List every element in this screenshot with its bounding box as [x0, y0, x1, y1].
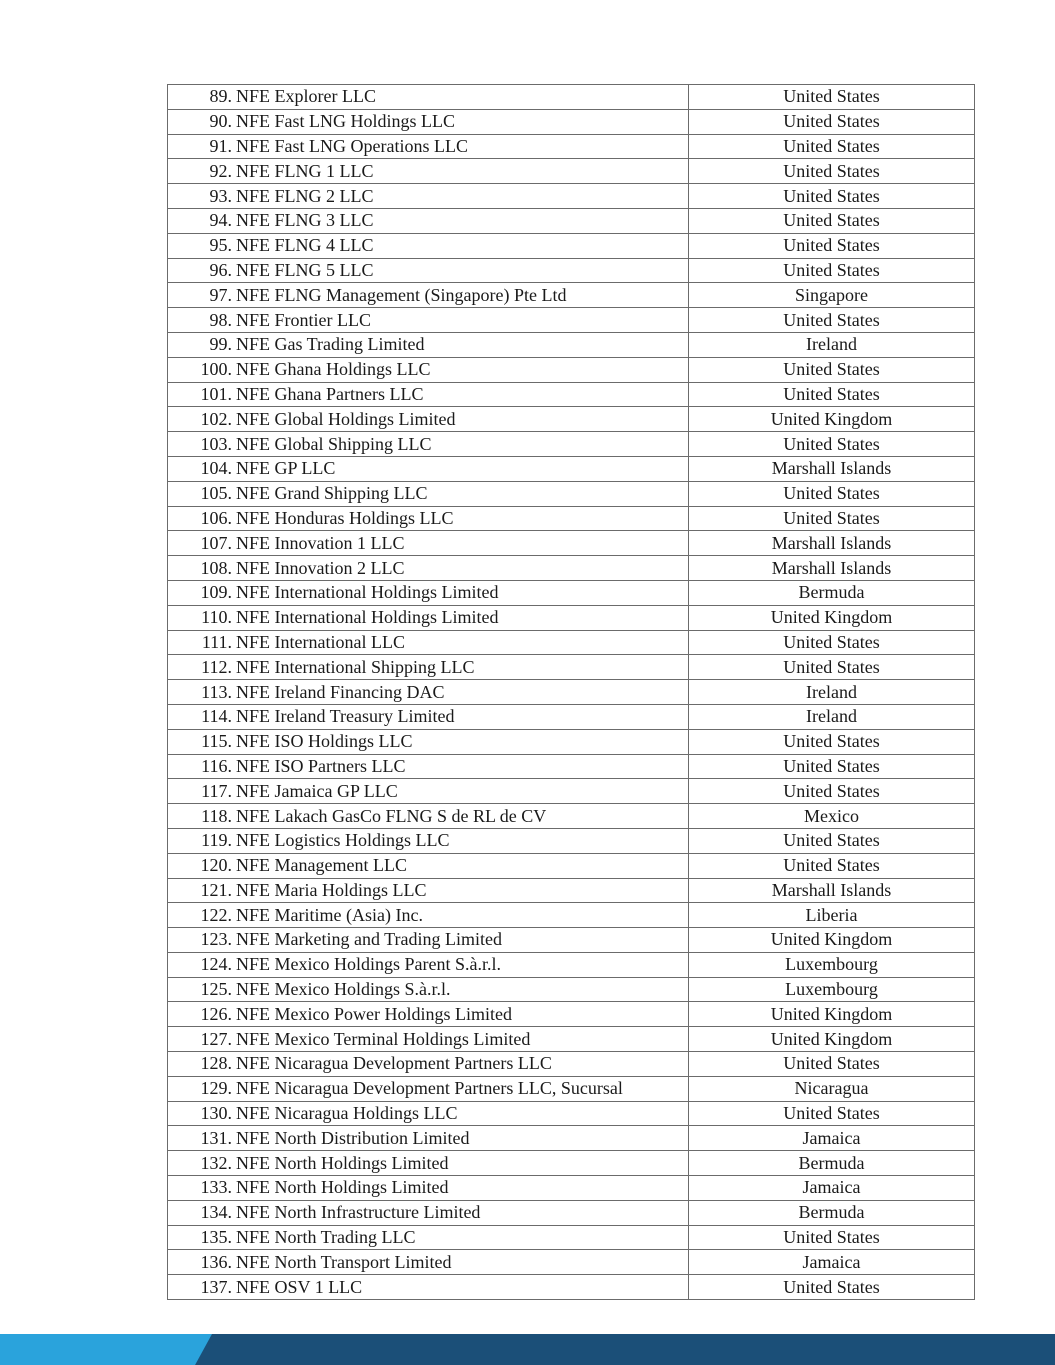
table-row	[168, 506, 975, 531]
jurisdiction-cell: United States	[689, 134, 975, 159]
entity-name: NFE FLNG 1 LLC	[236, 160, 374, 181]
table-row	[168, 258, 975, 283]
jurisdiction-cell: Ireland	[689, 680, 975, 705]
entity-cell	[168, 283, 689, 308]
row-number: 130.	[200, 1103, 232, 1124]
entity-cell	[168, 1275, 689, 1300]
table-row	[168, 1225, 975, 1250]
table-row	[168, 407, 975, 432]
table-row	[168, 233, 975, 258]
row-number: 101.	[200, 383, 232, 404]
row-number: 132.	[200, 1152, 232, 1173]
jurisdiction-cell: United Kingdom	[689, 605, 975, 630]
entity-cell	[168, 531, 689, 556]
entity-name: NFE International Holdings Limited	[236, 607, 499, 628]
jurisdiction-cell: United States	[689, 258, 975, 283]
entity-name: NFE Ghana Partners LLC	[236, 383, 424, 404]
entity-cell	[168, 357, 689, 382]
jurisdiction-cell: United States	[689, 1052, 975, 1077]
entity-cell	[168, 1225, 689, 1250]
row-number: 99.	[209, 334, 232, 355]
row-number: 122.	[200, 904, 232, 925]
entity-name: NFE FLNG 5 LLC	[236, 259, 374, 280]
entity-cell	[168, 853, 689, 878]
entity-cell	[168, 506, 689, 531]
table-row	[168, 556, 975, 581]
table-row	[168, 382, 975, 407]
row-number: 120.	[200, 855, 232, 876]
entity-cell	[168, 878, 689, 903]
row-number: 124.	[200, 954, 232, 975]
entity-cell	[168, 208, 689, 233]
jurisdiction-cell: United States	[689, 506, 975, 531]
row-number: 98.	[209, 309, 232, 330]
entity-name: NFE Logistics Holdings LLC	[236, 830, 450, 851]
table-row	[168, 605, 975, 630]
entity-name: NFE Jamaica GP LLC	[236, 780, 398, 801]
row-number: 103.	[200, 433, 232, 454]
entity-cell	[168, 655, 689, 680]
table-row	[168, 828, 975, 853]
table-row	[168, 704, 975, 729]
entity-name: NFE Fast LNG Operations LLC	[236, 135, 468, 156]
entity-name: NFE FLNG 2 LLC	[236, 185, 374, 206]
row-number: 108.	[200, 557, 232, 578]
jurisdiction-cell: United States	[689, 729, 975, 754]
row-number: 102.	[200, 408, 232, 429]
table-row	[168, 729, 975, 754]
table-row	[168, 85, 975, 110]
entity-cell	[168, 159, 689, 184]
entity-name: NFE Nicaragua Development Partners LLC	[236, 1053, 552, 1074]
table-row	[168, 655, 975, 680]
entity-name: NFE Maria Holdings LLC	[236, 879, 427, 900]
jurisdiction-cell: United States	[689, 630, 975, 655]
entity-cell	[168, 556, 689, 581]
entity-cell	[168, 729, 689, 754]
entity-name: NFE Global Holdings Limited	[236, 408, 456, 429]
jurisdiction-cell: United States	[689, 754, 975, 779]
jurisdiction-cell: Marshall Islands	[689, 878, 975, 903]
table-row	[168, 308, 975, 333]
entity-cell	[168, 680, 689, 705]
jurisdiction-cell: United Kingdom	[689, 928, 975, 953]
entity-cell	[168, 481, 689, 506]
entity-cell	[168, 977, 689, 1002]
entity-name: NFE North Holdings Limited	[236, 1177, 449, 1198]
jurisdiction-cell: Nicaragua	[689, 1076, 975, 1101]
jurisdiction-cell: Jamaica	[689, 1250, 975, 1275]
table-row	[168, 134, 975, 159]
entity-name: NFE North Trading LLC	[236, 1227, 416, 1248]
row-number: 137.	[200, 1276, 232, 1297]
jurisdiction-cell: Luxembourg	[689, 977, 975, 1002]
entity-name: NFE ISO Holdings LLC	[236, 731, 413, 752]
entity-cell	[168, 928, 689, 953]
jurisdiction-cell: Mexico	[689, 804, 975, 829]
row-number: 89.	[209, 86, 232, 107]
jurisdiction-cell: Liberia	[689, 903, 975, 928]
entity-cell	[168, 1126, 689, 1151]
entity-cell	[168, 1002, 689, 1027]
table-row	[168, 1275, 975, 1300]
entity-name: NFE Gas Trading Limited	[236, 334, 425, 355]
row-number: 95.	[209, 235, 232, 256]
entity-cell	[168, 308, 689, 333]
entity-name: NFE North Infrastructure Limited	[236, 1202, 481, 1223]
table-row	[168, 531, 975, 556]
entity-name: NFE Fast LNG Holdings LLC	[236, 111, 456, 132]
entity-name: NFE Global Shipping LLC	[236, 433, 432, 454]
row-number: 110.	[201, 607, 232, 628]
entity-cell	[168, 1176, 689, 1201]
jurisdiction-cell: United States	[689, 208, 975, 233]
jurisdiction-cell: Bermuda	[689, 580, 975, 605]
entity-name: NFE Frontier LLC	[236, 309, 371, 330]
subsidiaries-table	[167, 84, 975, 1300]
entity-cell	[168, 407, 689, 432]
table-row	[168, 754, 975, 779]
entity-name: NFE FLNG 4 LLC	[236, 235, 374, 256]
row-number: 121.	[200, 879, 232, 900]
table-row	[168, 680, 975, 705]
entity-cell	[168, 184, 689, 209]
entity-name: NFE Mexico Holdings Parent S.à.r.l.	[236, 954, 501, 975]
table-row	[168, 332, 975, 357]
entity-name: NFE Ghana Holdings LLC	[236, 359, 431, 380]
entity-name: NFE Explorer LLC	[236, 86, 376, 107]
entity-name: NFE Mexico Holdings S.à.r.l.	[236, 979, 451, 1000]
entity-name: NFE Innovation 1 LLC	[236, 532, 405, 553]
table-row	[168, 1126, 975, 1151]
row-number: 118.	[201, 805, 232, 826]
entity-cell	[168, 332, 689, 357]
row-number: 111.	[201, 631, 232, 652]
table-row	[168, 1151, 975, 1176]
jurisdiction-cell: United States	[689, 1275, 975, 1300]
row-number: 92.	[209, 160, 232, 181]
row-number: 135.	[200, 1227, 232, 1248]
entity-cell	[168, 754, 689, 779]
entity-name: NFE Maritime (Asia) Inc.	[236, 904, 423, 925]
row-number: 114.	[201, 706, 232, 727]
row-number: 94.	[209, 210, 232, 231]
entity-cell	[168, 779, 689, 804]
row-number: 104.	[200, 458, 232, 479]
entity-name: NFE Management LLC	[236, 855, 407, 876]
table-row	[168, 357, 975, 382]
row-number: 112.	[201, 656, 232, 677]
entity-cell	[168, 952, 689, 977]
row-number: 107.	[200, 532, 232, 553]
row-number: 116.	[201, 755, 232, 776]
row-number: 109.	[200, 582, 232, 603]
jurisdiction-cell: United States	[689, 779, 975, 804]
row-number: 127.	[200, 1028, 232, 1049]
entity-name: NFE Mexico Terminal Holdings Limited	[236, 1028, 531, 1049]
entity-cell	[168, 1027, 689, 1052]
jurisdiction-cell: United States	[689, 1225, 975, 1250]
entity-name: NFE Ireland Treasury Limited	[236, 706, 455, 727]
row-number: 136.	[200, 1251, 232, 1272]
entity-cell	[168, 704, 689, 729]
jurisdiction-cell: Luxembourg	[689, 952, 975, 977]
table-row	[168, 1002, 975, 1027]
row-number: 96.	[209, 259, 232, 280]
row-number: 113.	[201, 681, 232, 702]
entity-cell	[168, 1101, 689, 1126]
jurisdiction-cell: United States	[689, 357, 975, 382]
row-number: 117.	[201, 780, 232, 801]
entity-cell	[168, 382, 689, 407]
entity-name: NFE GP LLC	[236, 458, 336, 479]
jurisdiction-cell: United States	[689, 109, 975, 134]
entity-name: NFE Nicaragua Holdings LLC	[236, 1103, 458, 1124]
table-row	[168, 1200, 975, 1225]
table-row	[168, 1101, 975, 1126]
entity-name: NFE International Holdings Limited	[236, 582, 499, 603]
entity-cell	[168, 1200, 689, 1225]
table-row	[168, 184, 975, 209]
row-number: 93.	[209, 185, 232, 206]
entity-cell	[168, 630, 689, 655]
row-number: 134.	[200, 1202, 232, 1223]
table-row	[168, 109, 975, 134]
entity-cell	[168, 903, 689, 928]
entity-cell	[168, 109, 689, 134]
entity-name: NFE Lakach GasCo FLNG S de RL de CV	[236, 805, 547, 826]
row-number: 129.	[200, 1078, 232, 1099]
table-row	[168, 853, 975, 878]
row-number: 105.	[200, 483, 232, 504]
jurisdiction-cell: United States	[689, 233, 975, 258]
jurisdiction-cell: Marshall Islands	[689, 556, 975, 581]
row-number: 123.	[200, 929, 232, 950]
entity-name: NFE Mexico Power Holdings Limited	[236, 1003, 512, 1024]
jurisdiction-cell: United States	[689, 432, 975, 457]
jurisdiction-cell: Ireland	[689, 704, 975, 729]
entity-cell	[168, 85, 689, 110]
entity-name: NFE Innovation 2 LLC	[236, 557, 405, 578]
row-number: 115.	[201, 731, 232, 752]
table-row	[168, 1052, 975, 1077]
jurisdiction-cell: Ireland	[689, 332, 975, 357]
table-body	[168, 85, 975, 1300]
entity-cell	[168, 1250, 689, 1275]
table-row	[168, 1027, 975, 1052]
row-number: 106.	[200, 507, 232, 528]
table-row	[168, 630, 975, 655]
jurisdiction-cell: United Kingdom	[689, 1002, 975, 1027]
table-row	[168, 159, 975, 184]
entity-name: NFE International Shipping LLC	[236, 656, 475, 677]
jurisdiction-cell: United States	[689, 308, 975, 333]
entity-name: NFE Marketing and Trading Limited	[236, 929, 502, 950]
entity-name: NFE North Transport Limited	[236, 1251, 452, 1272]
table-row	[168, 1076, 975, 1101]
jurisdiction-cell: Jamaica	[689, 1176, 975, 1201]
table-row	[168, 804, 975, 829]
row-number: 133.	[200, 1177, 232, 1198]
entity-name: NFE Grand Shipping LLC	[236, 483, 428, 504]
entity-name: NFE North Distribution Limited	[236, 1127, 470, 1148]
row-number: 97.	[209, 284, 232, 305]
entity-name: NFE FLNG 3 LLC	[236, 210, 374, 231]
table-row	[168, 283, 975, 308]
jurisdiction-cell: United States	[689, 85, 975, 110]
footer-accent-stripe	[0, 1334, 212, 1365]
jurisdiction-cell: United States	[689, 1101, 975, 1126]
jurisdiction-cell: United States	[689, 382, 975, 407]
table-row	[168, 903, 975, 928]
table-row	[168, 779, 975, 804]
jurisdiction-cell: United States	[689, 481, 975, 506]
row-number: 119.	[201, 830, 232, 851]
table-row	[168, 208, 975, 233]
jurisdiction-cell: Marshall Islands	[689, 456, 975, 481]
table-row	[168, 928, 975, 953]
table-row	[168, 1176, 975, 1201]
entity-cell	[168, 804, 689, 829]
jurisdiction-cell: Bermuda	[689, 1200, 975, 1225]
table-row	[168, 952, 975, 977]
table-row	[168, 456, 975, 481]
entity-cell	[168, 432, 689, 457]
entity-cell	[168, 828, 689, 853]
jurisdiction-cell: United States	[689, 828, 975, 853]
entity-cell	[168, 456, 689, 481]
entity-cell	[168, 1052, 689, 1077]
jurisdiction-cell: United States	[689, 184, 975, 209]
table-row	[168, 432, 975, 457]
table-row	[168, 878, 975, 903]
jurisdiction-cell: Jamaica	[689, 1126, 975, 1151]
row-number: 125.	[200, 979, 232, 1000]
entity-name: NFE Ireland Financing DAC	[236, 681, 445, 702]
entity-cell	[168, 580, 689, 605]
jurisdiction-cell: United States	[689, 655, 975, 680]
row-number: 100.	[200, 359, 232, 380]
table-row	[168, 977, 975, 1002]
table-row	[168, 481, 975, 506]
entity-cell	[168, 1151, 689, 1176]
jurisdiction-cell: United States	[689, 159, 975, 184]
jurisdiction-cell: United Kingdom	[689, 407, 975, 432]
entity-cell	[168, 258, 689, 283]
jurisdiction-cell: Marshall Islands	[689, 531, 975, 556]
table-row	[168, 580, 975, 605]
table-row	[168, 1250, 975, 1275]
entity-cell	[168, 233, 689, 258]
entity-cell	[168, 1076, 689, 1101]
row-number: 126.	[200, 1003, 232, 1024]
jurisdiction-cell: Singapore	[689, 283, 975, 308]
entity-name: NFE Nicaragua Development Partners LLC, Sucursal	[236, 1078, 623, 1099]
entity-name: NFE International LLC	[236, 631, 405, 652]
entity-cell	[168, 134, 689, 159]
row-number: 91.	[209, 135, 232, 156]
entity-cell	[168, 605, 689, 630]
entity-name: NFE OSV 1 LLC	[236, 1276, 363, 1297]
jurisdiction-cell: United States	[689, 853, 975, 878]
row-number: 131.	[200, 1127, 232, 1148]
entity-name: NFE North Holdings Limited	[236, 1152, 449, 1173]
entity-name: NFE ISO Partners LLC	[236, 755, 406, 776]
entity-name: NFE FLNG Management (Singapore) Pte Ltd	[236, 284, 567, 305]
row-number: 90.	[209, 111, 232, 132]
jurisdiction-cell: United Kingdom	[689, 1027, 975, 1052]
entity-name: NFE Honduras Holdings LLC	[236, 507, 454, 528]
row-number: 128.	[200, 1053, 232, 1074]
jurisdiction-cell: Bermuda	[689, 1151, 975, 1176]
